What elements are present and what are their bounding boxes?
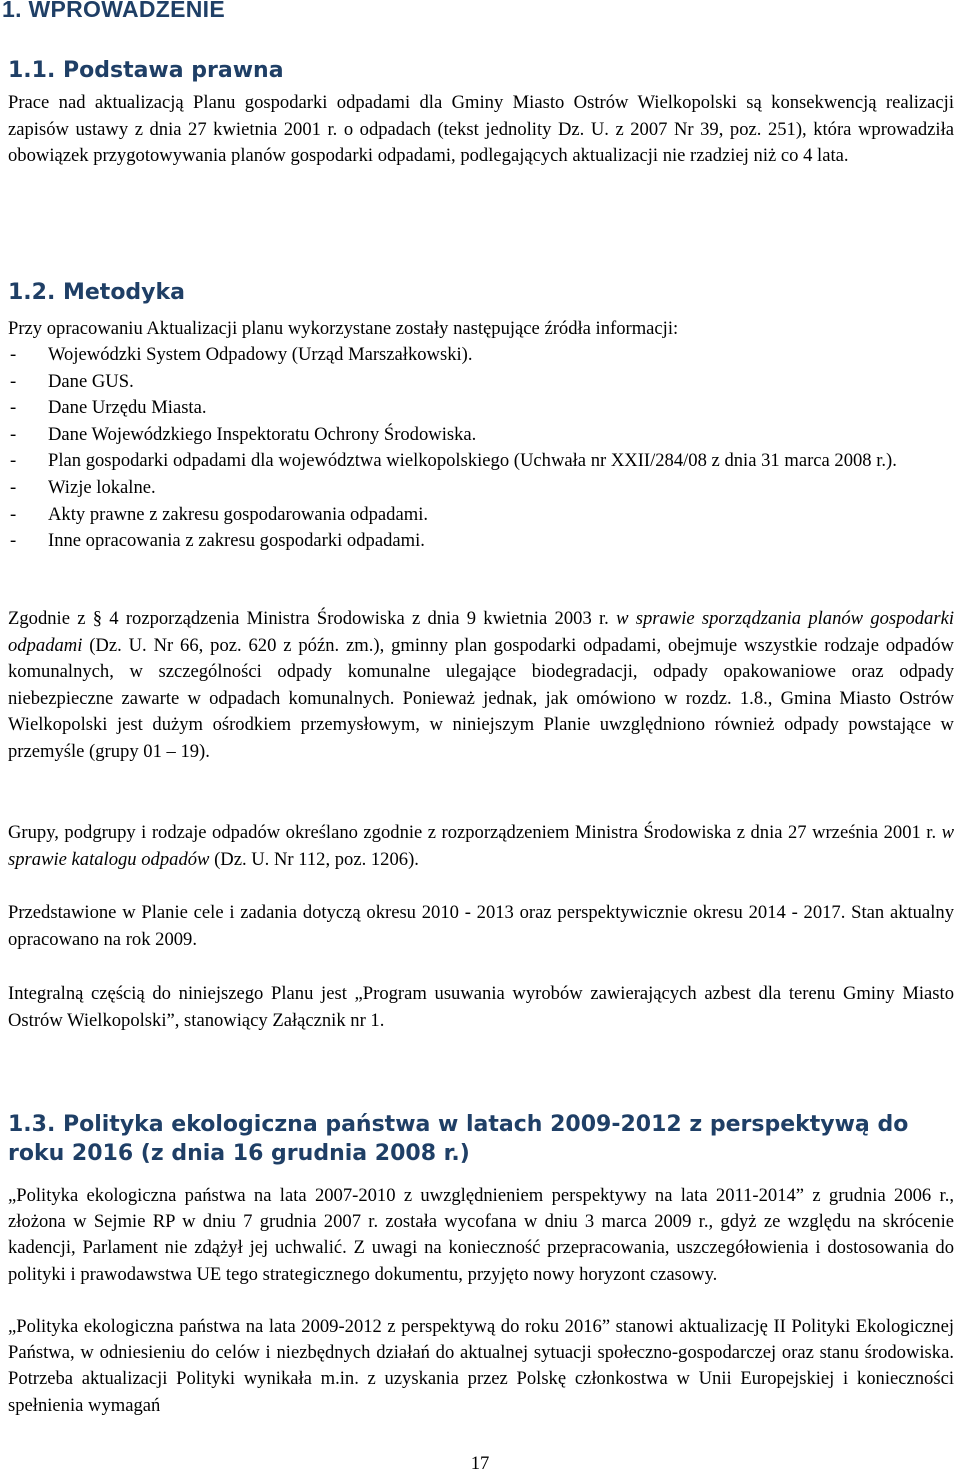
paragraph-regulation: Zgodnie z § 4 rozporządzenia Ministra Środowiska z dnia 9 kwietnia 2003 r. w sprawie sporządzania planów gospodarki odpadami (Dz. U. Nr 66, poz. 620 z późn. zm.), gminny plan gospodarki odpadami, obejmuje wszystkie rodzaje odpadów komunalnych, w szczególności odpady komunalne ulegające biodegradacji, odpady opakowaniowe oraz odpady niebezpieczne zawarte w odpadach komunalnych. Ponieważ jednak, jak omówiono w rozdz. 1.8., Gmina Miasto Ostrów Wielkopolski jest dużym ośrodkiem przemysłowym, w niniejszym Planie uwzględniono również odpady powstające w przemyśle (grupy 01 – 19). [8, 608, 954, 762]
list-item: - Inne opracowania z zakresu gospodarki odpadami. [10, 530, 425, 552]
paragraph-policy-update: „Polityka ekologiczna państwa na lata 2009-2012 z perspektywą do roku 2016” stanowi aktualizację II Polityki Ekologicznej Państwa, w odniesieniu do celów i niezbędnych działań do aktualnej sytuacji społeczno-gospodarczej oraz stanu środowiska. Potrzeba aktualizacji Polityki wynikała m.in. z uzyskania przez Polskę członkostwa w Unii Europejskiej i konieczności spełnienia wymagań [8, 1316, 954, 1416]
section-heading-1-3: 1.3. Polityka ekologiczna państwa w latach 2009-2012 z perspektywą do roku 2016 (z dnia 16 grudnia 2008 r.) [8, 1112, 909, 1166]
paragraph-waste-groups: Grupy, podgrupy i rodzaje odpadów określano zgodnie z rozporządzeniem Ministra Środowiska z dnia 27 września 2001 r. w sprawie katalogu odpadów (Dz. U. Nr 112, poz. 1206). [8, 822, 954, 870]
paragraph-plan-periods: Przedstawione w Planie cele i zadania dotyczą okresu 2010 - 2013 oraz perspektywicznie okresu 2014 - 2017. Stan aktualny opracowano na rok 2009. [8, 902, 954, 950]
paragraph-asbestos-program: Integralną częścią do niniejszego Planu jest „Program usuwania wyrobów zawierających azbest dla terenu Gminy Miasto Ostrów Wielkopolski”, stanowiący Załącznik nr 1. [8, 983, 954, 1031]
page-number: 17 [470, 1453, 490, 1474]
sources-list [8, 342, 954, 555]
list-item: - Wizje lokalne. [10, 476, 156, 498]
chapter-heading: 1. WPROWADZENIE [2, 0, 226, 22]
regulation-title: w sprawie sporządzania planów gospodarki odpadami [8, 608, 954, 656]
section-heading-1-1: 1.1. Podstawa prawna [8, 58, 284, 83]
list-item: - Dane Urzędu Miasta. [10, 397, 207, 419]
paragraph-legal-basis: Prace nad aktualizacją Planu gospodarki odpadami dla Gminy Miasto Ostrów Wielkopolski są konsekwencją realizacji zapisów ustawy z dnia 27 kwietnia 2001 r. o odpadach (tekst jednolity Dz. U. z 2007 Nr 39, poz. 251), która wprowadziła obowiązek przygotowywania planów gospodarki odpadami, podlegających aktualizacji nie rzadziej niż co 4 lata. [8, 92, 954, 167]
section-heading-1-2: 1.2. Metodyka [8, 280, 185, 305]
list-item: - Dane GUS. [10, 370, 134, 392]
list-item: - Dane Wojewódzkiego Inspektoratu Ochrony Środowiska. [10, 423, 477, 445]
catalogue-title: w sprawie katalogu odpadów [8, 822, 954, 870]
list-item: - Akty prawne z zakresu gospodarowania odpadami. [10, 503, 429, 525]
paragraph-policy-withdrawn: „Polityka ekologiczna państwa na lata 2007-2010 z uwzględnieniem perspektywy na lata 2011-2014” z grudnia 2006 r., złożona w Sejmie RP w dniu 7 grudnia 2007 r. została wycofana w dniu 3 marca 2009 r., gdyż ze względu na skrócenie kadencji, Parlament nie zdążył jej uchwalić. Z uwagi na konieczność przepracowania, uszczegółowienia i dostosowania do polityki i prawodawstwa UE tego strategicznego dokumentu, przyjęto nowy horyzont czasowy. [8, 1185, 954, 1285]
paragraph-methodology-intro: Przy opracowaniu Aktualizacji planu wykorzystane zostały następujące źródła informacji: [8, 318, 679, 339]
list-item: - Plan gospodarki odpadami dla województwa wielkopolskiego (Uchwała nr XXII/284/08 z dnia 31 marca 2008 r.). [10, 450, 897, 472]
list-item: - Wojewódzki System Odpadowy (Urząd Marszałkowski). [10, 344, 473, 365]
